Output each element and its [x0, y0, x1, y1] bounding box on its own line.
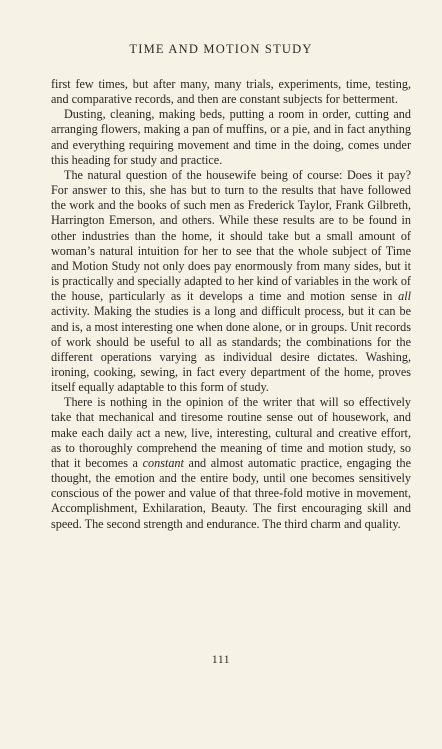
- paragraph-continuation: [51, 77, 411, 107]
- text-run: There is nothing in the opinion of the writer that will so effectively take that mechanical and tiresome routine sense out of housework, and make each daily act a new, live, interesting, cultural and creative effort, as to thoroughly comprehend the meaning of time and motion study, so that it becomes a: [51, 395, 411, 470]
- text-run: and almost automatic practice, engaging the thought, the emotion and the entire body, until one becomes sensitively conscious of the power and value of that three-fold motive in movement, Accomplishment, Exhilaration, Beauty. The first encouraging skill and speed. The second strength and endurance. The third charm and quality.: [51, 455, 411, 531]
- paragraph-writer-opinion: [51, 395, 411, 531]
- paragraph-household-tasks: [51, 107, 411, 168]
- emphasis-all: all: [398, 289, 411, 304]
- paragraph-does-it-pay: [51, 168, 411, 395]
- body-text: [51, 77, 411, 532]
- running-title: TIME AND MOTION STUDY: [129, 42, 313, 56]
- text-run: activity. Making the studies is a long and difficult process, but it can be and is, a most interesting one when done alone, or in groups. Unit records of work should be useful to all as standards; the combinations for the different operations varying as individual desire dictates. Washing, ironing, cooking, sewing, in fact every department of the home, proves itself equally adaptable to this form of study.: [51, 304, 411, 395]
- emphasis-constant: constant: [142, 455, 184, 470]
- text-run: first few times, but after many, many trials, experiments, time, testing, and comparative records, and then are constant subjects for betterment.: [51, 77, 411, 107]
- text-run: The natural question of the housewife being of course: Does it pay? For answer to this, she has but to turn to the results that have followed the work and the books of such men as Frederick Taylor, Frank Gilbreth, Harrington Emerson, and others. While these results are to be found in other industries than the home, it should take but a small amount of woman’s natural intuition for her to see that the whole subject of Time and Motion Study not only does pay enormously from many sides, but it is practically and specially adapted to her kind of variables in the work of the house, particularly as it develops a time and motion sense in: [51, 167, 411, 304]
- text-run: Dusting, cleaning, making beds, putting a room in order, cutting and arranging flowers, making a pan of muffins, or a pie, and in fact anything and everything requiring movement and time in the doing, comes under this heading for study and practice.: [51, 107, 411, 167]
- page-number: 111: [211, 654, 231, 666]
